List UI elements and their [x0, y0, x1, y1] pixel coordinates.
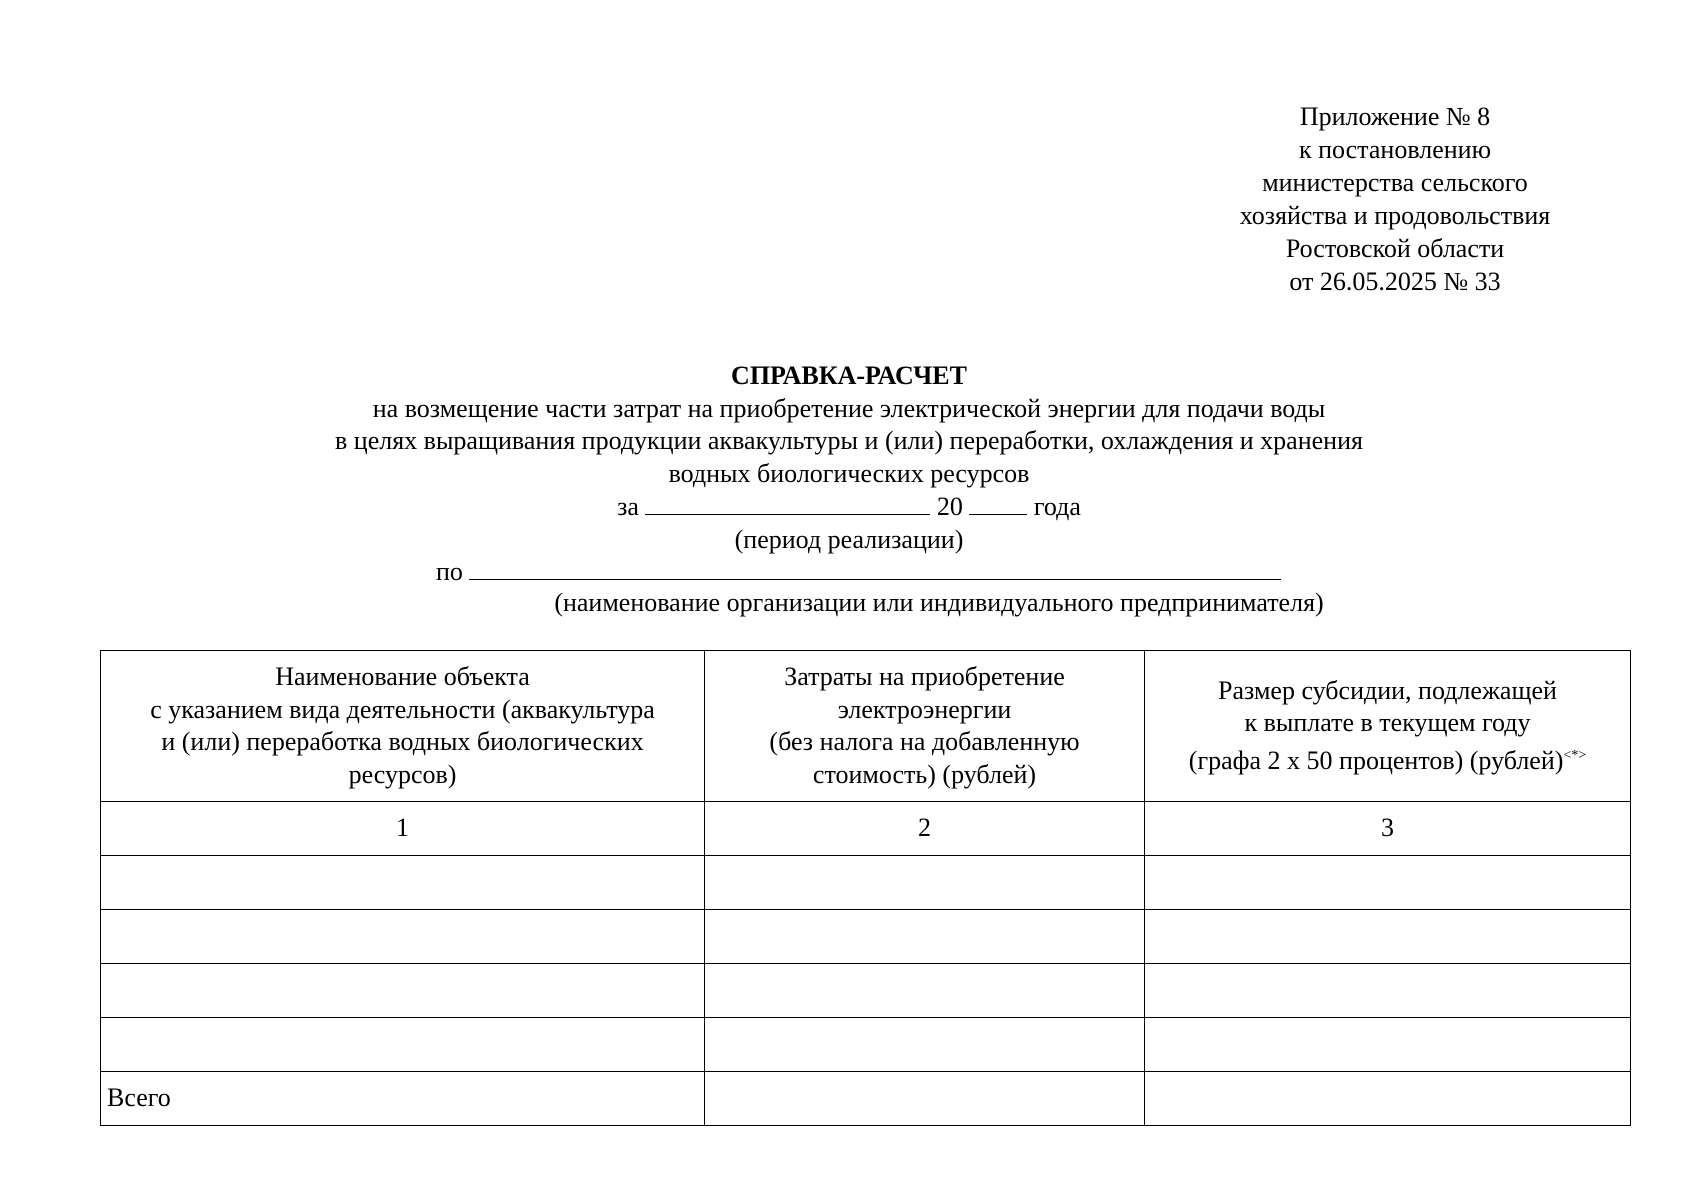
period-blank[interactable]: [645, 490, 930, 515]
organization-caption: (наименование организации или индивидуального предпринимателя): [554, 588, 1324, 617]
document-heading: [0, 360, 1698, 556]
table-cell[interactable]: [1145, 1018, 1631, 1072]
header-object-name: Наименование объекта с указанием вида деятельности (аквакультура и (или) переработка водных биологических ресурсов): [101, 651, 705, 802]
column-number: 2: [705, 802, 1145, 856]
document-title: СПРАВКА-РАСЧЕТ: [731, 361, 967, 390]
period-year: 20: [936, 492, 963, 521]
table-header-row: [101, 651, 1631, 802]
header-costs: Затраты на приобретение электроэнергии (без налога на добавленную стоимость) (рублей): [705, 651, 1145, 802]
period-prefix: за: [617, 492, 639, 521]
total-subsidy-cell[interactable]: [1145, 1072, 1631, 1126]
table-cell[interactable]: [101, 964, 705, 1018]
appendix-line: Ростовской области: [1285, 234, 1505, 263]
appendix-line: министерства сельского: [1262, 168, 1528, 197]
table-cell[interactable]: [1145, 964, 1631, 1018]
table-row: [101, 1018, 1631, 1072]
column-number: 1: [101, 802, 705, 856]
table-cell[interactable]: [705, 910, 1145, 964]
appendix-line: от 26.05.2025 № 33: [1289, 267, 1501, 296]
table-cell[interactable]: [101, 910, 705, 964]
table-cell[interactable]: [705, 964, 1145, 1018]
year-blank[interactable]: [969, 490, 1027, 515]
period-suffix: года: [1033, 492, 1081, 521]
table-cell[interactable]: [101, 856, 705, 910]
table-row: [101, 856, 1631, 910]
total-label: Всего: [101, 1072, 705, 1126]
calculation-table: [100, 650, 1631, 1126]
table-cell[interactable]: [1145, 910, 1631, 964]
total-costs-cell[interactable]: [705, 1072, 1145, 1126]
period-caption: (период реализации): [734, 524, 964, 554]
table-cell[interactable]: [101, 1018, 705, 1072]
footnote-mark: <*>: [1563, 747, 1587, 763]
organization-blank[interactable]: [469, 555, 1281, 580]
organization-line: [436, 555, 1281, 588]
appendix-line: хозяйства и продовольствия: [1239, 201, 1551, 230]
appendix-line: Приложение № 8: [1299, 102, 1491, 131]
heading-line: в целях выращивания продукции аквакультуры и (или) переработки, охлаждения и хранения: [335, 426, 1363, 455]
table-row: [101, 910, 1631, 964]
table-cell[interactable]: [705, 856, 1145, 910]
total-row: [101, 1072, 1631, 1126]
column-number: 3: [1145, 802, 1631, 856]
table-row: [101, 964, 1631, 1018]
heading-line: водных биологических ресурсов: [668, 458, 1030, 488]
org-prefix: по: [436, 557, 463, 586]
appendix-block: [1220, 100, 1570, 298]
appendix-line: к постановлению: [1298, 135, 1492, 164]
table-cell[interactable]: [705, 1018, 1145, 1072]
header-subsidy: Размер субсидии, подлежащей к выплате в текущем году (графа 2 x 50 процентов) (рублей)<*>: [1145, 651, 1631, 802]
period-line: [0, 490, 1698, 524]
table-cell[interactable]: [1145, 856, 1631, 910]
heading-line: на возмещение части затрат на приобретение электрической энергии для подачи воды: [372, 393, 1326, 423]
column-number-row: [101, 802, 1631, 856]
